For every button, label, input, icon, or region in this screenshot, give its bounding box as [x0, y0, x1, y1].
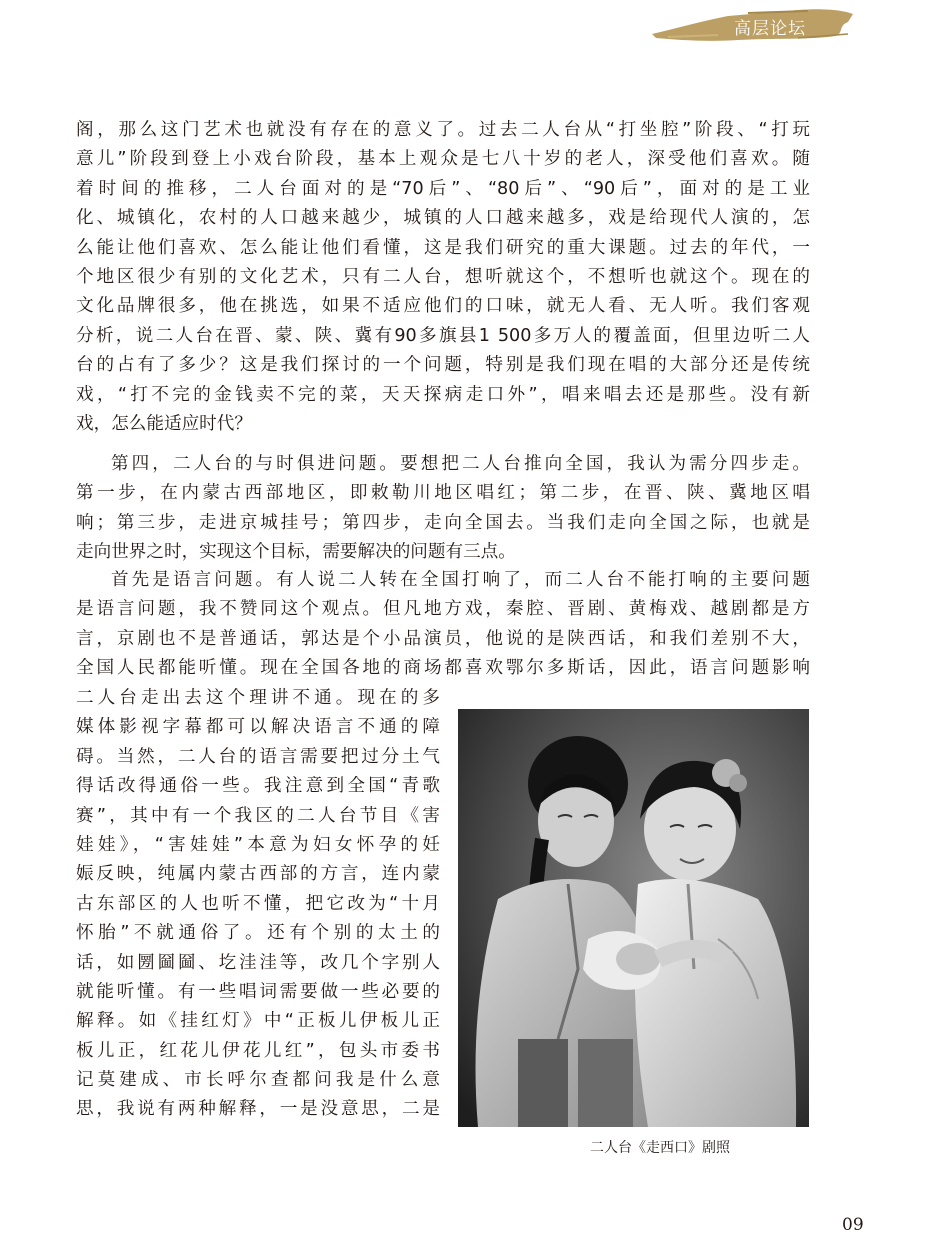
text-line: 怀胎”不就通俗了。还有个别的太土的 — [76, 923, 440, 944]
text-line: 媒体影视字幕都可以解决语言不通的障 — [76, 717, 440, 738]
text-line: 解释。如《挂红灯》中“正板儿伊板儿正 — [76, 1011, 440, 1032]
text-line: 首先是语言问题。有人说二人转在全国打响了，而二人台不能打响的主要问题 — [111, 570, 810, 590]
section-label: 高层论坛 — [734, 19, 806, 39]
text-line: 就能听懂。有一些唱词需要做一些必要的 — [76, 981, 440, 1002]
text-line: 板儿正，红花儿伊花儿红”，包头市委书 — [76, 1040, 440, 1061]
text-line: 第四，二人台的与时俱进问题。要想把二人台推向全国，我认为需分四步走。 — [111, 454, 810, 474]
photo-caption: 二人台《走西口》剧照 — [590, 1140, 730, 1156]
text-line: 戏，怎么能适应时代？ — [76, 413, 252, 434]
article-paragraph-1 — [76, 116, 810, 439]
text-line: 意儿”阶段到登上小戏台阶段，基本上观众是七八十岁的老人，深受他们喜欢。随 — [76, 149, 810, 170]
text-line: 响；第三步，走进京城挂号；第四步，走向全国去。当我们走向全国之际，也就是 — [76, 512, 810, 533]
text-line: 走向世界之时，实现这个目标，需要解决的问题有三点。 — [76, 542, 516, 563]
text-line: 台的占有了多少？这是我们探讨的一个问题，特别是我们现在唱的大部分还是传统 — [76, 355, 810, 376]
text-line: 分析，说二人台在晋、蒙、陕、冀有90多旗县1 500多万人的覆盖面，但里边听二人 — [76, 325, 810, 346]
text-line: 第一步，在内蒙古西部地区，即敕勒川地区唱红；第二步，在晋、陕、冀地区唱 — [76, 483, 810, 504]
text-line: 娃娃》，“害娃娃”本意为妇女怀孕的妊 — [76, 834, 440, 855]
stage-photo — [458, 709, 809, 1127]
text-line: 戏，“打不完的金钱卖不完的菜，天天探病走口外”，唱来唱去还是那些。没有新 — [76, 384, 810, 405]
text-line: 化、城镇化，农村的人口越来越少，城镇的人口越来越多，戏是给现代人演的，怎 — [76, 208, 810, 229]
text-line: 得话改得通俗一些。我注意到全国“青歌 — [76, 776, 440, 797]
stage-photo-illustration — [458, 709, 809, 1127]
text-line: 着时间的推移，二人台面对的是“70后”、“80后”、“90后”，面对的是工业 — [76, 178, 810, 199]
page-number: 09 — [842, 1215, 864, 1235]
text-line: 娠反映，纯属内蒙古西部的方言，连内蒙 — [76, 864, 440, 885]
text-line: 言，京剧也不是普通话，郭达是个小品演员，他说的是陕西话，和我们差别不大， — [76, 628, 810, 649]
article-paragraph-3-column — [76, 684, 440, 1125]
article-paragraph-2 — [76, 450, 810, 568]
text-line: 赛”，其中有一个我区的二人台节目《害 — [76, 805, 440, 826]
text-line: 全国人民都能听懂。现在全国各地的商场都喜欢鄂尔多斯话，因此，语言问题影响 — [76, 658, 810, 679]
text-line: 文化品牌很多，他在挑选，如果不适应他们的口味，就无人看、无人听。我们客观 — [76, 296, 810, 317]
text-line: 二人台走出去这个理讲不通。现在的多 — [76, 688, 440, 708]
text-line: 么能让他们喜欢、怎么能让他们看懂，这是我们研究的重大课题。过去的年代，一 — [76, 237, 810, 258]
text-line: 记莫建成、市长呼尔查都问我是什么意 — [76, 1070, 440, 1091]
text-line: 是语言问题，我不赞同这个观点。但凡地方戏，秦腔、晋剧、黄梅戏、越剧都是方 — [76, 599, 810, 620]
text-line: 个地区很少有别的文化艺术，只有二人台，想听就这个，不想听也就这个。现在的 — [76, 266, 810, 287]
article-paragraph-3 — [76, 566, 810, 684]
text-line: 古东部区的人也听不懂，把它改为“十月 — [76, 893, 440, 914]
text-line: 话，如圐圙圙、圪洼洼等，改几个字别人 — [76, 952, 440, 973]
text-line: 思，我说有两种解释，一是没意思，二是 — [76, 1099, 440, 1120]
text-line: 阁，那么这门艺术也就没有存在的意义了。过去二人台从“打坐腔”阶段、“打玩 — [76, 120, 810, 140]
text-line: 碍。当然，二人台的语言需要把过分土气 — [76, 746, 440, 767]
